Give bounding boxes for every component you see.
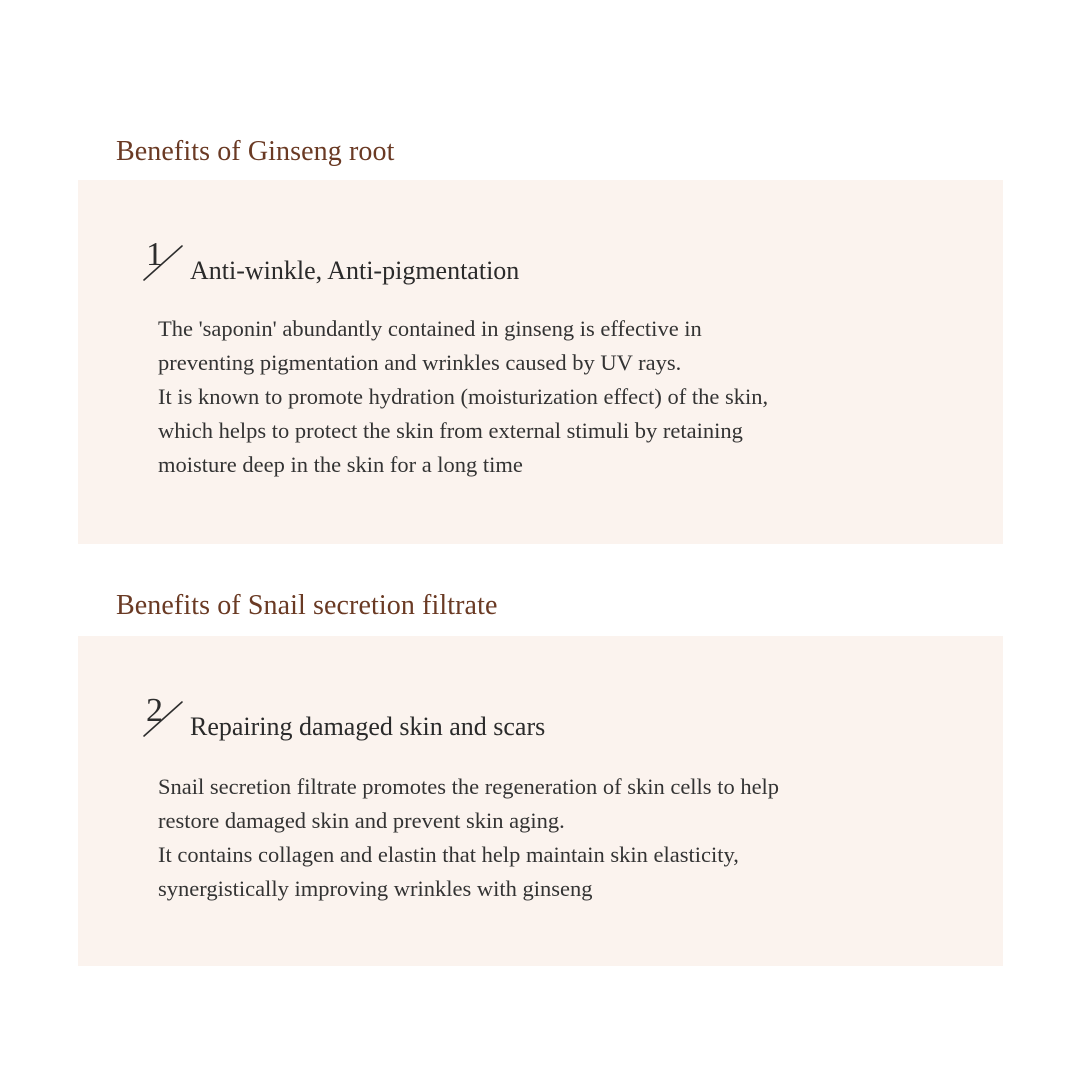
benefit-description: [158, 312, 958, 482]
benefit-description: [158, 770, 958, 906]
description-line: restore damaged skin and prevent skin aging.: [158, 808, 565, 833]
benefit-number: 1: [146, 236, 163, 273]
slash-mark-icon: [142, 236, 190, 292]
section-heading-ginseng: Benefits of Ginseng root: [116, 136, 395, 167]
description-line: The 'saponin' abundantly contained in ginseng is effective in: [158, 316, 702, 341]
benefit-number-badge: [142, 236, 190, 292]
description-line: which helps to protect the skin from external stimuli by retaining: [158, 418, 743, 443]
description-line: moisture deep in the skin for a long time: [158, 452, 523, 477]
description-line: It is known to promote hydration (moisturization effect) of the skin,: [158, 384, 769, 409]
benefit-title: Anti-winkle, Anti-pigmentation: [190, 256, 520, 285]
benefit-number-badge: [142, 692, 190, 748]
description-line: preventing pigmentation and wrinkles caused by UV rays.: [158, 350, 682, 375]
benefit-title: Repairing damaged skin and scars: [190, 712, 546, 741]
section-heading-snail: Benefits of Snail secretion filtrate: [116, 590, 498, 621]
benefit-header: [142, 692, 942, 752]
benefit-number: 2: [146, 692, 163, 729]
description-line: Snail secretion filtrate promotes the regeneration of skin cells to help: [158, 774, 780, 799]
benefit-panel-ginseng: [78, 180, 1003, 544]
description-line: It contains collagen and elastin that help maintain skin elasticity,: [158, 842, 739, 867]
slash-mark-icon: [142, 692, 190, 748]
benefit-panel-snail: [78, 636, 1003, 966]
description-line: synergistically improving wrinkles with ginseng: [158, 876, 593, 901]
benefit-header: [142, 236, 942, 296]
